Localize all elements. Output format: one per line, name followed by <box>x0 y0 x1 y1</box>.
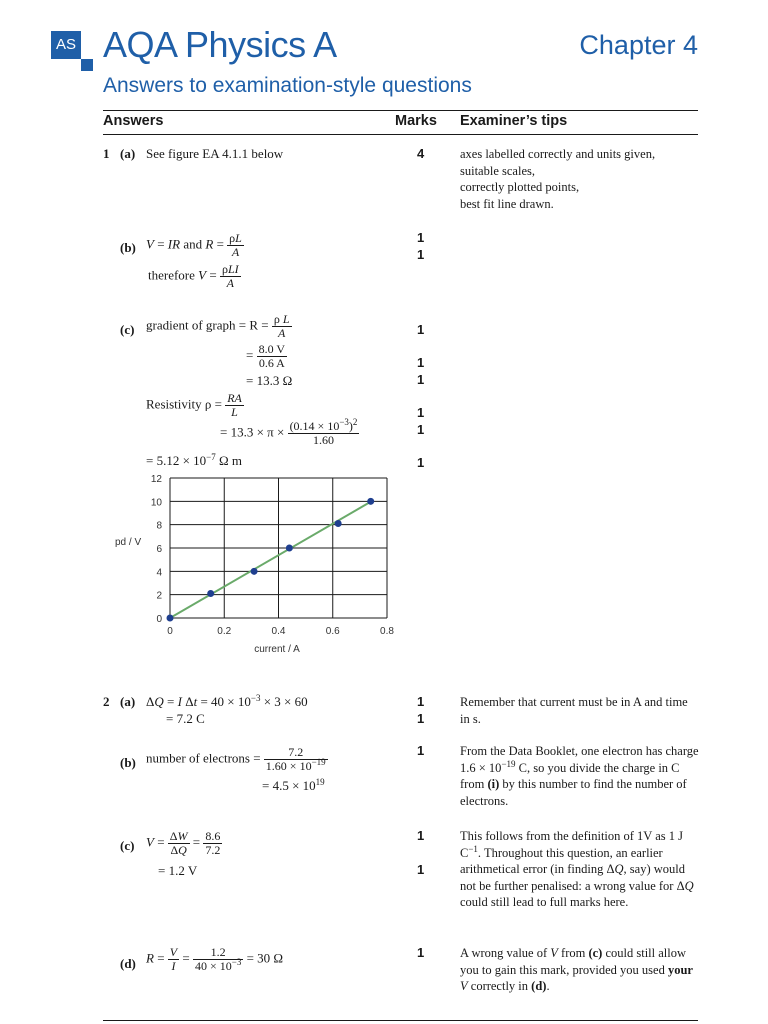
page-title: AQA Physics A <box>103 24 337 65</box>
q1c-denominator: 0.6 A <box>258 356 285 370</box>
y-axis-label: pd / V <box>115 537 142 548</box>
q1a-mark: 4 <box>417 146 425 161</box>
y-tick-label: 4 <box>156 567 162 579</box>
q1c-resistivity: Resistivity ρ = $\frac{RA}{L}$ <box>146 391 242 419</box>
q2c-mark: 1 <box>417 862 425 877</box>
q1a-tip-line: best fit line drawn. <box>460 196 554 211</box>
column-header-answers: Answers <box>103 113 164 129</box>
column-header-tips: Examiner’s tips <box>460 113 568 129</box>
q2b-result: = $4.5 \times 10^{19}$ <box>262 777 325 793</box>
q2a-equation: ΔQ = I $\Delta t = 40 \times 10^{-3} \times 3 \times 60$ <box>146 693 308 709</box>
q1c-mark: 1 <box>417 372 425 387</box>
y-tick-label: 2 <box>156 590 162 602</box>
x-tick-label: 0.4 <box>271 626 286 637</box>
q2b-equation: number of electrons = $\frac{7.2}{1.60 \times 10^{-19}}$ <box>146 745 326 773</box>
y-tick-label: 10 <box>150 497 162 509</box>
q1c-line-3: = 13.3 Ω <box>246 373 293 388</box>
q2b-mark: 1 <box>417 743 425 758</box>
as-badge: AS <box>51 31 81 59</box>
pd-current-chart <box>100 470 410 660</box>
q1a-tip-line: correctly plotted points, <box>460 180 580 194</box>
x-axis-label: current / A <box>254 644 300 655</box>
q1c-mark: 1 <box>417 355 425 370</box>
q1c-line-5: = 13.3 × π × $\frac{(0.14 \times 10^{-3})^2}{1.60}$ <box>220 417 358 447</box>
q1c-line-2: = $\frac{8.0 V}{0.6 A}$ <box>246 342 286 370</box>
y-tick-label: 0 <box>156 614 162 625</box>
best-fit-line <box>170 500 373 618</box>
question-number-1: 1 <box>103 146 110 161</box>
q1c-mark: 1 <box>417 422 425 437</box>
q1a-tip-line: axes labelled correctly and units given, <box>460 147 656 161</box>
q2a-label: (a) <box>120 694 136 709</box>
x-tick-label: 0.6 <box>325 626 340 637</box>
q1c-mark: 1 <box>417 455 425 470</box>
q1c-line-5-den: 1.60 <box>312 433 334 447</box>
footer-rule <box>103 1020 698 1021</box>
q1c-gradient-text: gradient of graph = R = <box>146 317 269 333</box>
q2c-label: (c) <box>120 838 135 853</box>
q1c-label: (c) <box>120 322 135 337</box>
q2b-text: number of electrons = <box>146 750 261 766</box>
q2c-tip: This follows from the definition of 1V as 1 J $C^{-1}$. Throughout this question, an earlier arithmetical error (in finding ΔQ, say) would not be further penalised: a wrong value for ΔQ could still lead to full marks here. <box>460 829 694 909</box>
data-point <box>367 498 374 505</box>
q2c-equation: V = $\frac{\Delta W}{\Delta Q}$ = $\frac{8.6}{7.2}$ <box>146 829 221 857</box>
q2a-result: = 7.2 C <box>166 711 205 726</box>
x-tick-label: 0 <box>167 626 173 637</box>
q2d-equation: R = $\frac{V}{I}$ = $\frac{1.2}{40 \times 10^{-3}}$ = 30 Ω <box>146 945 284 973</box>
q2b-label: (b) <box>120 755 136 770</box>
data-point <box>335 520 342 527</box>
data-point <box>251 568 258 575</box>
q1a-tips <box>460 146 700 212</box>
q2c-denominator: 7.2 <box>205 843 221 857</box>
q2a-mark: 1 <box>417 694 425 709</box>
column-header-rule <box>103 134 698 135</box>
q2d-tip: A wrong value of V from (c) could still allow you to gain this mark, provided you used your V correctly in (d). <box>460 946 693 993</box>
y-tick-label: 12 <box>150 474 162 485</box>
q1a-answer: See figure EA 4.1.1 below <box>146 146 284 161</box>
q2c-numerator: 8.6 <box>205 829 221 843</box>
q2b-numerator: 7.2 <box>264 746 328 760</box>
q1c-gradient: gradient of graph = R = $\frac{\text{ρ L}}{A}$ <box>146 312 290 340</box>
q1c-mark: 1 <box>417 322 425 337</box>
chapter-label: Chapter 4 <box>579 30 698 60</box>
q2d-result: = 30 Ω <box>246 950 284 966</box>
q1c-numerator: 8.0 V <box>258 342 286 356</box>
q1b-equation-1: V = IR and R = $\frac{\rho L}{A}$ <box>146 231 242 259</box>
q2a-mark: 1 <box>417 711 425 726</box>
q2b-tip: From the Data Booklet, one electron has charge $1.6 \times 10^{-19}$ C, so you divide the charge in C from (i) by this number to find the number of electrons. <box>460 744 699 808</box>
q2d-mark: 1 <box>417 945 425 960</box>
as-badge-square <box>81 59 93 71</box>
q1c-line-5-text: = 13.3 × π × <box>220 424 285 440</box>
q1c-result: = $5.12 \times 10^{-7}$ Ω m <box>146 452 243 468</box>
y-tick-label: 8 <box>156 520 162 532</box>
header-rule <box>103 110 698 111</box>
data-point <box>286 545 293 552</box>
q2c-mark: 1 <box>417 828 425 843</box>
q1a-label: (a) <box>120 146 136 161</box>
q1a-tip-line: suitable scales, <box>460 163 535 178</box>
q1b-label: (b) <box>120 240 136 255</box>
q1b-mark: 1 <box>417 230 425 245</box>
q2c-result: = 1.2 V <box>158 863 198 878</box>
x-tick-label: 0.2 <box>217 626 232 637</box>
data-point <box>207 590 214 597</box>
data-point <box>167 615 174 622</box>
q1c-mark: 1 <box>417 405 425 420</box>
y-tick-label: 6 <box>156 544 162 555</box>
q1b-mark: 1 <box>417 247 425 262</box>
q2d-label: (d) <box>120 956 136 971</box>
q2d-numerator: 1.2 <box>193 946 243 960</box>
x-tick-label: 0.8 <box>380 626 394 637</box>
question-number-2: 2 <box>103 694 110 709</box>
column-header-marks: Marks <box>395 113 437 129</box>
q1c-resistivity-text: Resistivity ρ = <box>146 396 222 412</box>
page-subtitle: Answers to examination-style questions <box>103 74 472 97</box>
q2a-tip: Remember that current must be in A and time in s. <box>460 695 688 726</box>
q1b-equation-2: therefore V = $\frac{\text{ρLI}}{A}$ <box>148 262 239 290</box>
